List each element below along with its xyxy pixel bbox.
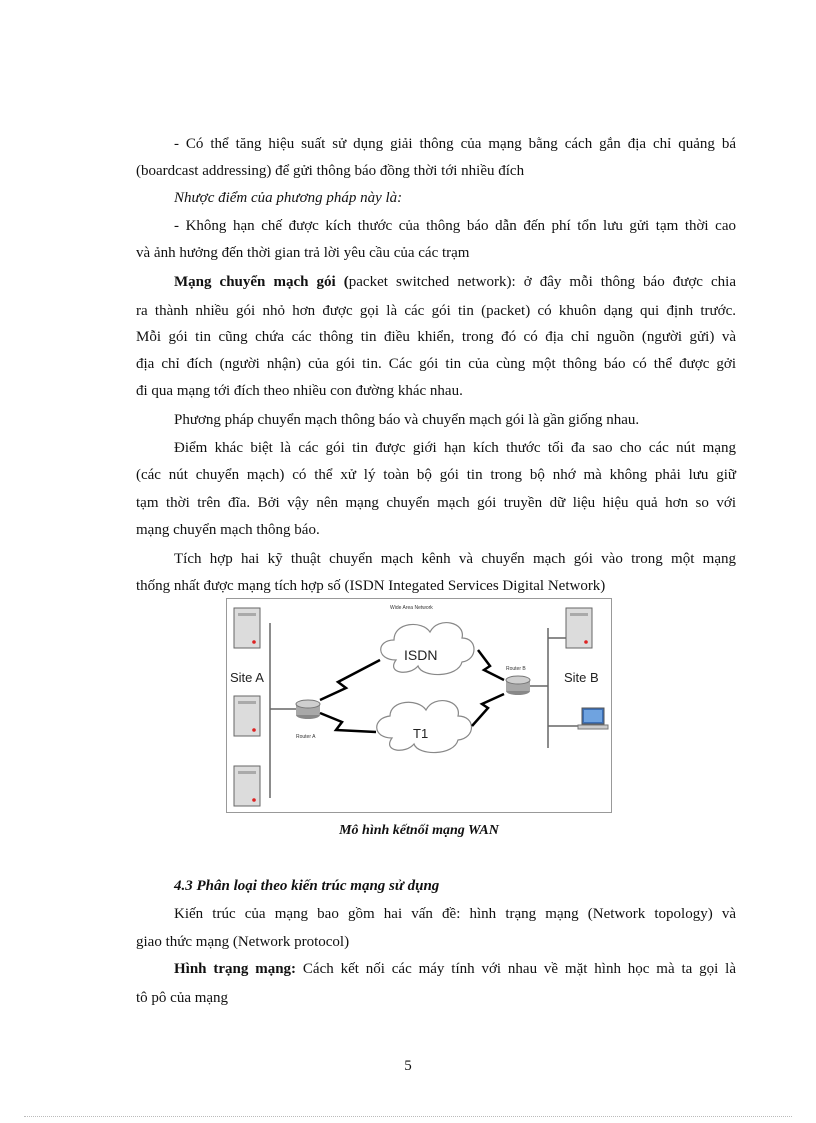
- figure-caption: Mô hình kếtnối mạng WAN: [339, 823, 499, 838]
- router-icon-a: [296, 700, 320, 719]
- packet-switching-desc: packet switched network): ở đây mỗi thông báo được chia: [348, 274, 737, 290]
- para-isdn-line1: Tích hợp hai kỹ thuật chuyển mạch kênh và chuyển mạch gói vào trong một mạng: [174, 551, 736, 567]
- disadvantage-heading: Nhược điểm của phương pháp này là:: [174, 190, 403, 206]
- server-icon-a2: [234, 696, 260, 736]
- para-disadvantage-line1: - Không hạn chế được kích thước của thông báo dẫn đến phí tổn lưu gửi tạm thời cao: [174, 218, 736, 234]
- router-a-label: Router A: [296, 734, 316, 740]
- t1-label: T1: [413, 726, 429, 741]
- para-packet-line3: Mỗi gói tin cũng chứa các thông tin điều khiển, trong đó có địa chỉ nguồn (người gửi) và: [136, 329, 736, 345]
- para-disadvantage-line2: và ảnh hưởng đến thời gian trả lời yêu cầu của các trạm: [136, 245, 470, 261]
- para-packet-line2: ra thành nhiều gói nhỏ hơn được gọi là các gói tin (packet) có khuôn dạng qui định trước.: [136, 303, 736, 319]
- wan-diagram: [226, 598, 612, 813]
- para-architecture-line1: Kiến trúc của mạng bao gồm hai vấn đề: hình trạng mạng (Network topology) và: [174, 906, 736, 922]
- para-packet-line5: đi qua mạng tới đích theo nhiều con đường khác nhau.: [136, 383, 463, 399]
- server-icon-a3: [234, 766, 260, 806]
- router-b-label: Router B: [506, 666, 526, 672]
- server-icon-b1: [566, 608, 592, 648]
- para-topology-line1: [174, 959, 736, 979]
- para-bandwidth-line2: (boardcast addressing) để gửi thông báo đồng thời tới nhiều đích: [136, 163, 525, 179]
- page-bottom-rule: [24, 1116, 792, 1117]
- router-icon-b: [506, 676, 530, 695]
- wan-label: Wide Area Network: [390, 605, 433, 611]
- server-icon-a1: [234, 608, 260, 648]
- para-difference-line2: (các nút chuyển mạch) có thể xử lý toàn bộ gói tin trong bộ nhớ mà không phải lưu giữ: [136, 467, 736, 483]
- para-packet-line4: địa chỉ đích (người nhận) của gói tin. Các gói tin của cùng một thông báo có thể được gởi: [136, 356, 736, 372]
- topology-term: Hình trạng mạng:: [174, 961, 297, 977]
- workstation-icon-b: [578, 708, 608, 729]
- page-number: 5: [404, 1058, 412, 1074]
- site-b-label: Site B: [564, 670, 599, 685]
- para-architecture-line2: giao thức mạng (Network protocol): [136, 934, 350, 950]
- site-a-label: Site A: [230, 670, 264, 685]
- para-isdn-line2: thống nhất được mạng tích hợp số (ISDN Integated Services Digital Network): [136, 578, 606, 594]
- topology-desc: Cách kết nối các máy tính với nhau về mặt hình học mà ta gọi là: [296, 961, 736, 977]
- section-heading: 4.3 Phân loại theo kiến trúc mạng sử dụng: [174, 878, 440, 894]
- para-difference-line4: mạng chuyển mạch thông báo.: [136, 522, 320, 538]
- para-topology-line2: tô pô của mạng: [136, 990, 229, 1006]
- para-difference-line1: Điểm khác biệt là các gói tin được giới hạn kích thước tối đa sao cho các nút mạng: [174, 440, 736, 456]
- packet-switching-term: Mạng chuyển mạch gói (: [174, 274, 349, 290]
- para-similarity: Phương pháp chuyển mạch thông báo và chuyển mạch gói là gần giống nhau.: [174, 412, 640, 428]
- para-packet-line1: [174, 272, 736, 292]
- para-bandwidth-line1: - Có thể tăng hiệu suất sử dụng giải thông của mạng bằng cách gắn địa chỉ quảng bá: [174, 136, 736, 152]
- para-difference-line3: tạm thời trên đĩa. Bởi vậy nên mạng chuyển mạch gói truyền dữ liệu hiệu quả hơn so với: [136, 495, 736, 511]
- isdn-label: ISDN: [404, 647, 438, 663]
